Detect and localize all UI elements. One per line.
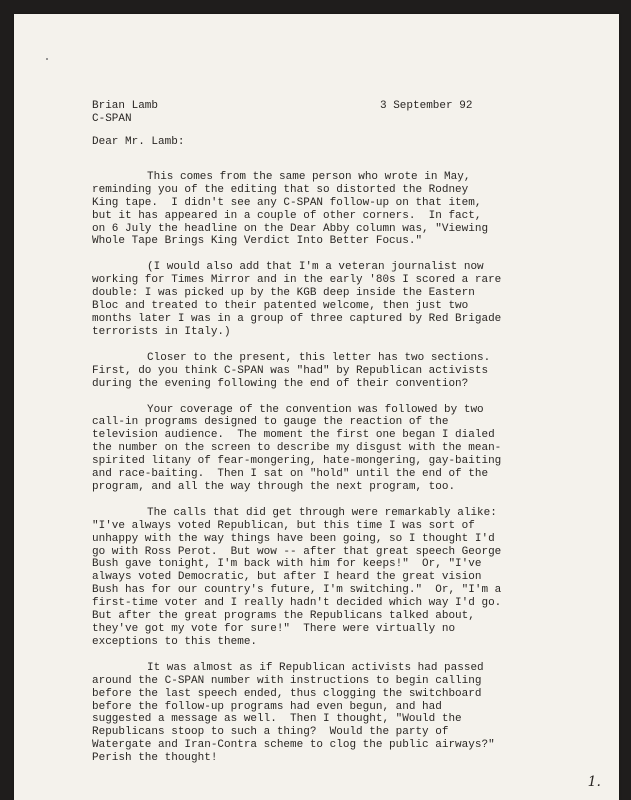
text-line: Your coverage of the convention was followed by two	[147, 403, 484, 416]
text-line: television audience. The moment the first one began I dialed	[92, 429, 495, 442]
text-line: program, and all the way through the next program, too.	[92, 480, 456, 493]
text-line: King tape. I didn't see any C-SPAN follow-up on that item,	[92, 196, 482, 209]
text-line: first-time voter and I really hadn't decided which way I'd go.	[92, 597, 502, 610]
text-line: the number on the screen to describe my disgust with the mean-	[92, 442, 502, 455]
recipient-organization: C-SPAN	[92, 113, 132, 125]
letter-paragraph	[92, 404, 512, 494]
text-line: reminding you of the editing that so distorted the Rodney	[92, 183, 469, 196]
text-line: months later I was in a group of three captured by Red Brigade	[92, 312, 502, 325]
text-line: (I would also add that I'm a veteran journalist now	[147, 261, 484, 274]
text-line: working for Times Mirror and in the early '80s I scored a rare	[92, 274, 502, 287]
text-line: But after the great programs the Republicans talked about,	[92, 610, 475, 623]
text-line: before the last speech ended, thus clogging the switchboard	[92, 687, 482, 700]
text-line: they've got my vote for sure!" There were virtually no	[92, 623, 456, 635]
text-line: Bush gave tonight, I'm back with him for keeps!" Or, "I've	[92, 558, 482, 571]
letter-paragraph	[92, 171, 512, 248]
salutation: Dear Mr. Lamb:	[92, 136, 185, 148]
letter-paragraph	[92, 662, 512, 765]
letter-paragraph	[92, 261, 512, 338]
text-line: "I've always voted Republican, but this time I was sort of	[92, 519, 475, 532]
text-line: and race-baiting. Then I sat on "hold" until the end of the	[92, 468, 489, 481]
text-line: Republicans stoop to such a thing? Would the party of	[92, 726, 449, 739]
letter-paragraph	[92, 507, 512, 649]
text-line: This comes from the same person who wrote in May,	[147, 170, 471, 183]
text-line: call-in programs designed to gauge the reaction of the	[92, 416, 449, 429]
text-line: around the C-SPAN number with instructions to begin calling	[92, 674, 482, 687]
text-line: spirited litany of fear-mongering, hate-mongering, gay-baiting	[92, 455, 502, 468]
recipient-name: Brian Lamb	[92, 100, 159, 112]
text-line: unhappy with the way things have been going, so I thought I'd	[92, 532, 495, 545]
text-line: always voted Democratic, but after I heard the great vision	[92, 571, 482, 584]
text-line: Bush has for our country's future, I'm switching." Or, "I'm a	[92, 584, 502, 597]
text-line: Whole Tape Brings King Verdict Into Better Focus."	[92, 235, 423, 248]
letter-page	[14, 14, 619, 800]
text-line: double: I was picked up by the KGB deep inside the Eastern	[92, 287, 475, 300]
text-line: suggested a message as well. Then I thought, "Would the	[92, 713, 462, 726]
page-number: 1.	[587, 774, 601, 790]
letter-date: 3 September 92	[380, 100, 473, 112]
letter-body	[92, 100, 512, 778]
text-line: but it has appeared in a couple of other corners. In fact,	[92, 209, 482, 222]
text-line: terrorists in Italy.)	[92, 325, 231, 338]
text-line: during the evening following the end of their convention?	[92, 377, 469, 390]
paper-speck	[46, 58, 48, 60]
text-line: The calls that did get through were remarkably alike:	[147, 506, 497, 519]
letter-header	[92, 100, 512, 126]
text-line: Bloc and treated to their patented welcome, then just two	[92, 300, 469, 313]
text-line: First, do you think C-SPAN was "had" by Republican activists	[92, 364, 489, 377]
text-line: Perish the thought!	[92, 752, 218, 765]
text-line: Watergate and Iran-Contra scheme to clog the public airways?"	[92, 739, 495, 752]
letter-paragraph	[92, 352, 512, 391]
text-line: exceptions to this theme.	[92, 635, 258, 648]
text-line: go with Ross Perot. But wow -- after that great speech George	[92, 545, 502, 558]
text-line: It was almost as if Republican activists had passed	[147, 661, 484, 674]
letter-paragraphs	[92, 171, 512, 765]
text-line: on 6 July the headline on the Dear Abby column was, "Viewing	[92, 222, 489, 235]
text-line: Closer to the present, this letter has two sections.	[147, 351, 491, 364]
text-line: before the follow-up programs had even begun, and had	[92, 700, 442, 713]
